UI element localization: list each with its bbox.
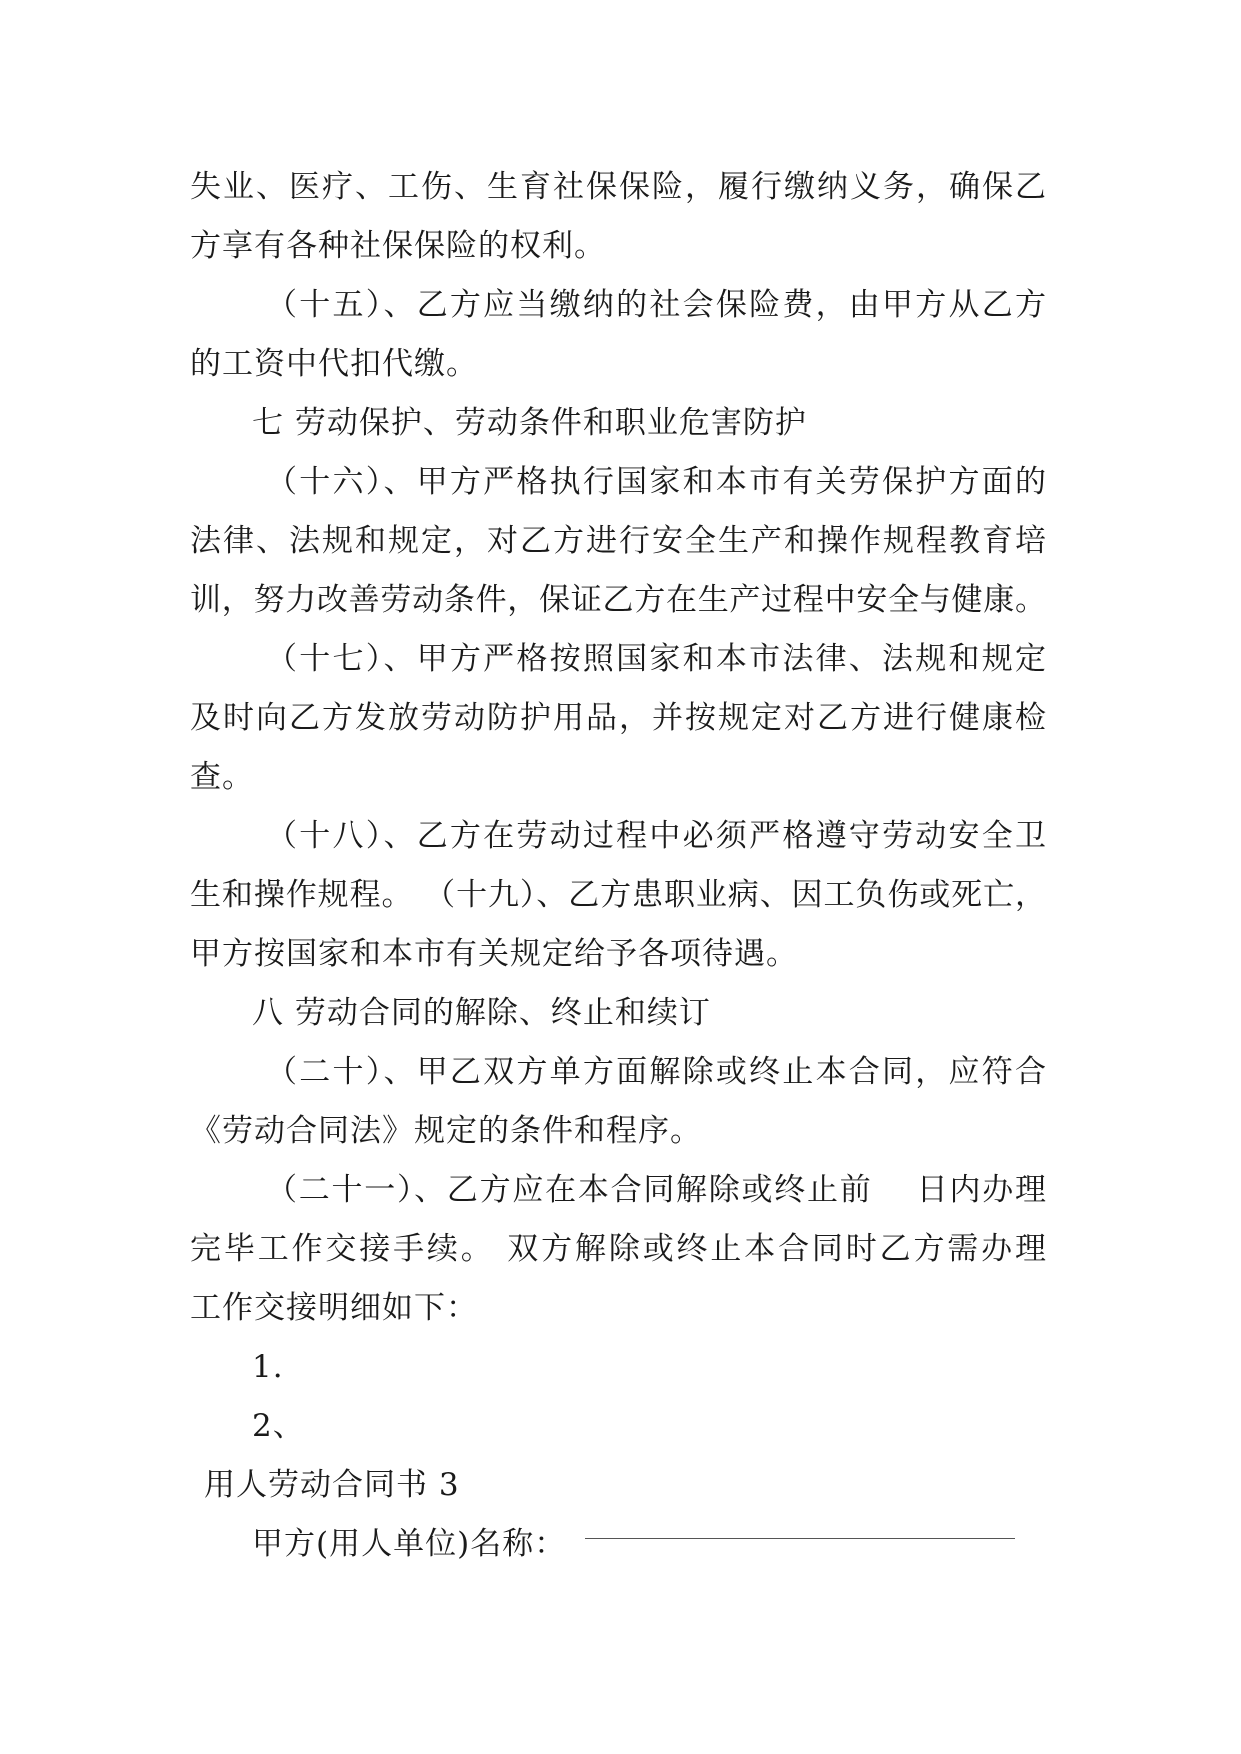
paragraph-line: （二十）、甲乙双方单方面解除或终止本合同，应符合 [266, 1054, 1046, 1090]
paragraph-line: 工作交接明细如下： [190, 1290, 478, 1326]
paragraph-line: 《劳动合同法》规定的条件和程序。 [190, 1113, 702, 1149]
form-label: 甲方(用人单位)名称： [252, 1526, 567, 1562]
paragraph-line: （二十一）、乙方应在本合同解除或终止前 日内办理 [266, 1172, 1046, 1208]
paragraph-line: （十五）、乙方应当缴纳的社会保险费，由甲方从乙方 [266, 287, 1046, 323]
section-heading: 八 劳动合同的解除、终止和续订 [252, 995, 711, 1031]
paragraph-line: 法律、法规和规定，对乙方进行安全生产和操作规程教育培 [190, 523, 1046, 559]
paragraph-line: （十六）、甲方严格执行国家和本市有关劳保护方面的 [266, 464, 1046, 500]
paragraph-line: （十八）、乙方在劳动过程中必须严格遵守劳动安全卫 [266, 818, 1046, 854]
paragraph-line: 及时向乙方发放劳动防护用品，并按规定对乙方进行健康检 [190, 700, 1046, 736]
paragraph-line: 失业、医疗、工伤、生育社保保险，履行缴纳义务，确保乙 [190, 169, 1046, 205]
fill-in-blank-line [585, 1538, 1015, 1539]
paragraph-line: 方享有各种社保保险的权利。 [190, 228, 606, 264]
paragraph-line: 查。 [190, 759, 254, 795]
paragraph-line: （十七）、甲方严格按照国家和本市法律、法规和规定 [266, 641, 1046, 677]
list-item: 1. [252, 1349, 284, 1385]
document-title: 用人劳动合同书 3 [204, 1467, 460, 1503]
paragraph-line: 训，努力改善劳动条件，保证乙方在生产过程中安全与健康。 [190, 582, 1046, 618]
paragraph-line: 的工资中代扣代缴。 [190, 346, 478, 382]
list-item: 2、 [252, 1408, 305, 1444]
paragraph-line: 甲方按国家和本市有关规定给予各项待遇。 [190, 936, 798, 972]
paragraph-line: 生和操作规程。 （十九）、乙方患职业病、因工负伤或死亡， [190, 877, 1046, 913]
section-heading: 七 劳动保护、劳动条件和职业危害防护 [252, 405, 807, 441]
paragraph-line: 完毕工作交接手续。 双方解除或终止本合同时乙方需办理 [190, 1231, 1046, 1267]
